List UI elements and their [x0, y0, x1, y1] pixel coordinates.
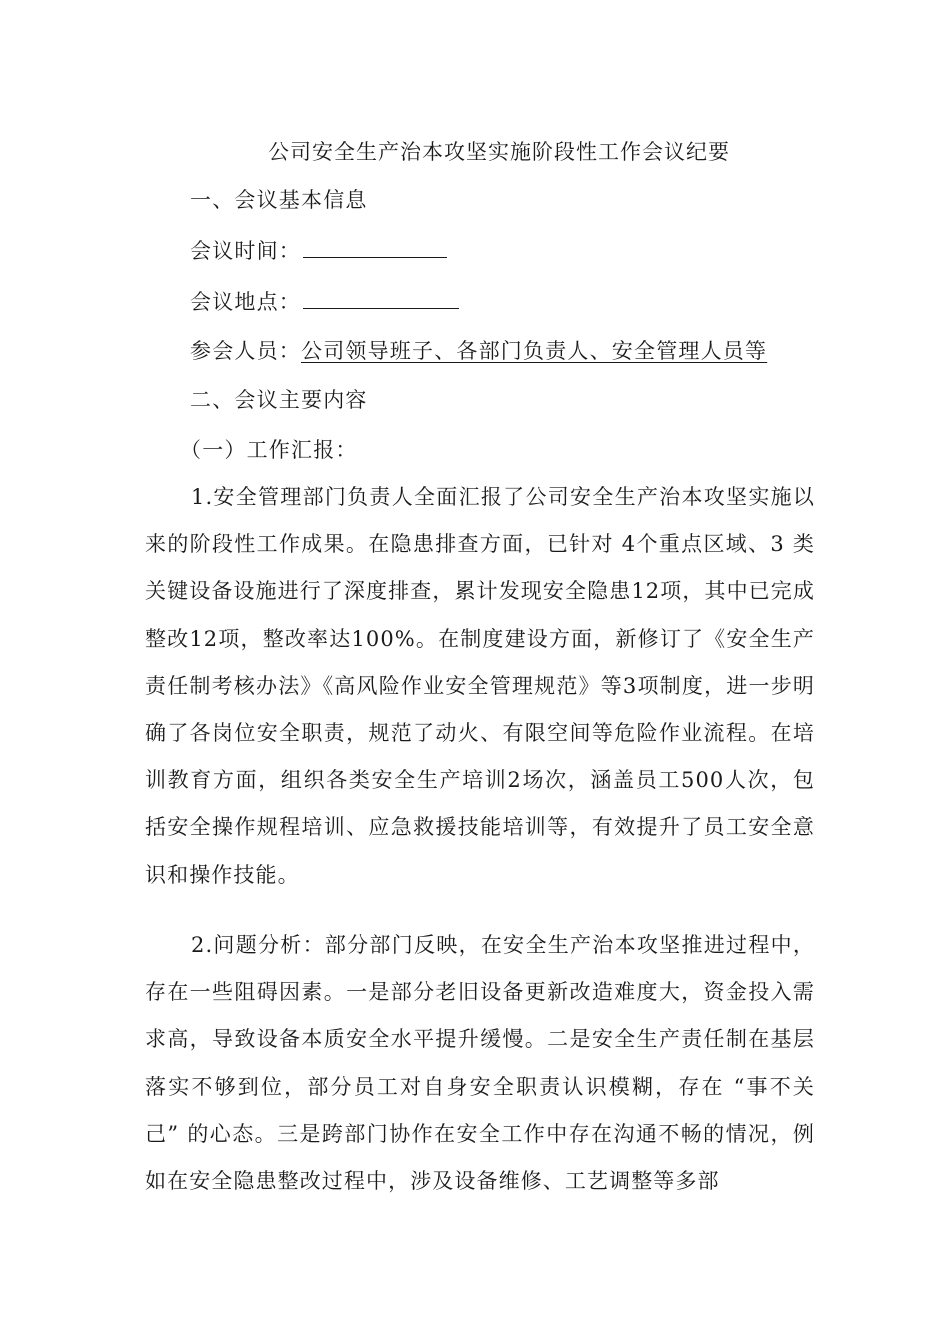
meeting-place-blank — [303, 286, 459, 309]
section-heading-basic-info: 一、会议基本信息 — [190, 188, 368, 212]
attendees-row — [190, 336, 767, 366]
subsection-heading-work-report: （一）工作汇报： — [180, 438, 358, 462]
attendees-label: 参会人员： — [190, 339, 301, 363]
meeting-place-row — [190, 286, 459, 317]
meeting-time-blank — [303, 235, 447, 258]
section-heading-main-content: 二、会议主要内容 — [190, 388, 368, 412]
document-title: 公司安全生产治本攻坚实施阶段性工作会议纪要 — [268, 140, 730, 164]
meeting-place-label: 会议地点： — [190, 290, 301, 314]
meeting-time-label: 会议时间： — [190, 239, 301, 263]
meeting-time-row — [190, 235, 447, 266]
attendees-value: 公司领导班子、各部门负责人、安全管理人员等 — [301, 339, 768, 363]
paragraph-work-report: 1.安全管理部门负责人全面汇报了公司安全生产治本攻坚实施以来的阶段性工作成果。在隐患排查方面，已针对 4个重点区域、3 类关键设备设施进行了深度排查，累计发现安全隐患12项，其中已完成整改12项，整改率达100%。在制度建设方面，新修订了《安全生产责任制考核办法》《高风险作业安全管理规范》等3项制度，进一步明确了各岗位安全职责，规范了动火、有限空间等危险作业流程。在培训教育方面，组织各类安全生产培训2场次，涵盖员工500人次，包括安全操作规程培训、应急救援技能培训等，有效提升了员工安全意识和操作技能。 — [145, 485, 815, 887]
paragraph-problem-analysis: 2.问题分析：部分部门反映，在安全生产治本攻坚推进过程中，存在一些阻碍因素。一是部分老旧设备更新改造难度大，资金投入需求高，导致设备本质安全水平提升缓慢。二是安全生产责任制在基层落实不够到位，部分员工对自身安全职责认识模糊，存在 “事不关己” 的心态。三是跨部门协作在安全工作中存在沟通不畅的情况，例如在安全隐患整改过程中，涉及设备维修、工艺调整等多部 — [145, 933, 815, 1194]
